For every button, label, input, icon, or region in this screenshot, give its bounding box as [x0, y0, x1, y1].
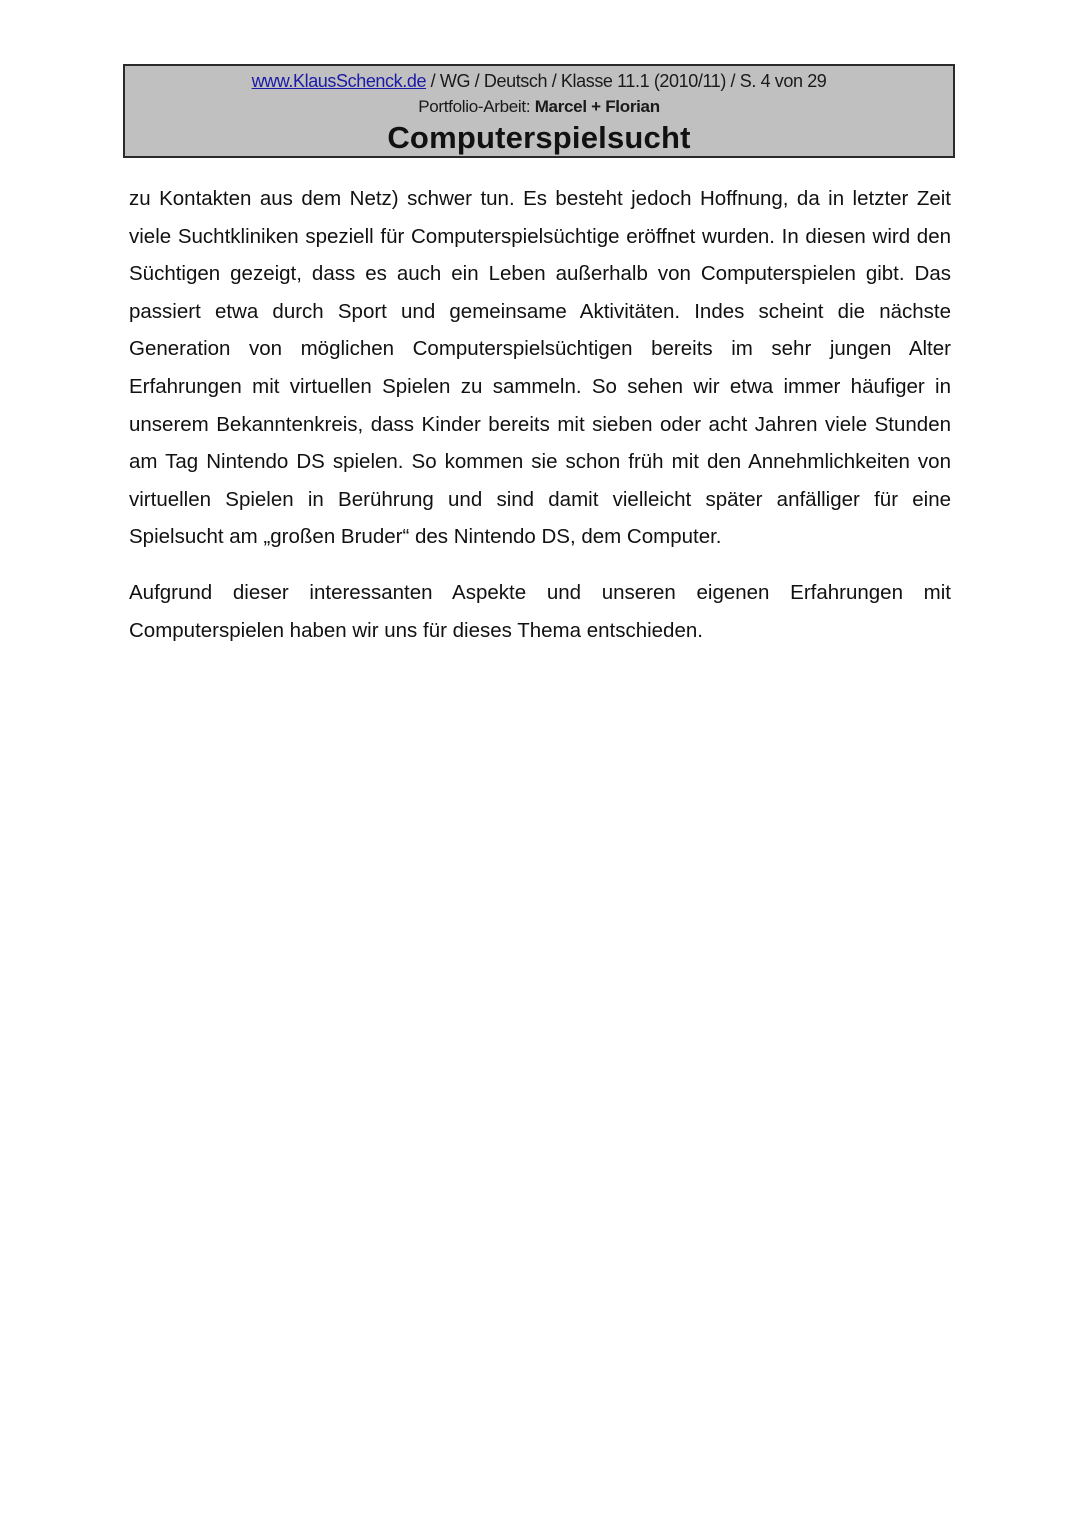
body-text: [129, 180, 951, 649]
header-source-line: [125, 71, 953, 92]
header-meta: / WG / Deutsch / Klasse 11.1 (2010/11) / S. 4 von 29: [426, 71, 827, 91]
page-header: [123, 64, 955, 158]
paragraph-2: Aufgrund dieser interessanten Aspekte und unseren eigenen Erfahrungen mit Computerspielen haben wir uns für dieses Thema entschieden.: [129, 580, 951, 642]
site-link[interactable]: www.KlausSchenck.de: [251, 71, 427, 91]
document-title: Computerspielsucht: [387, 120, 691, 155]
paragraph-1: zu Kontakten aus dem Netz) schwer tun. Es besteht jedoch Hoffnung, da in letzter Zeit viele Suchtkliniken speziell für Computerspielsüchtige eröffnet wurden. In diesen wird den Süchtigen gezeigt, dass es auch ein Leben außerhalb von Computerspielen gibt. Das passiert etwa durch Sport und gemeinsame Aktivitäten. Indes scheint die nächste Generation von möglichen Computerspielsüchtigen bereits im sehr jungen Alter Erfahrungen mit virtuellen Spielen zu sammeln. So sehen wir etwa immer häufiger in unserem Bekanntenkreis, dass Kinder bereits mit sieben oder acht Jahren viele Stunden am Tag Nintendo DS spielen. So kommen sie schon früh mit den Annehmlichkeiten von virtuellen Spielen in Berührung und sind damit vielleicht später anfälliger für eine Spielsucht am „großen Bruder“ des Nintendo DS, dem Computer.: [129, 187, 951, 549]
portfolio-label: Portfolio-Arbeit:: [418, 97, 535, 116]
author-names: Marcel + Florian: [534, 97, 660, 116]
header-portfolio-line: [125, 97, 953, 117]
